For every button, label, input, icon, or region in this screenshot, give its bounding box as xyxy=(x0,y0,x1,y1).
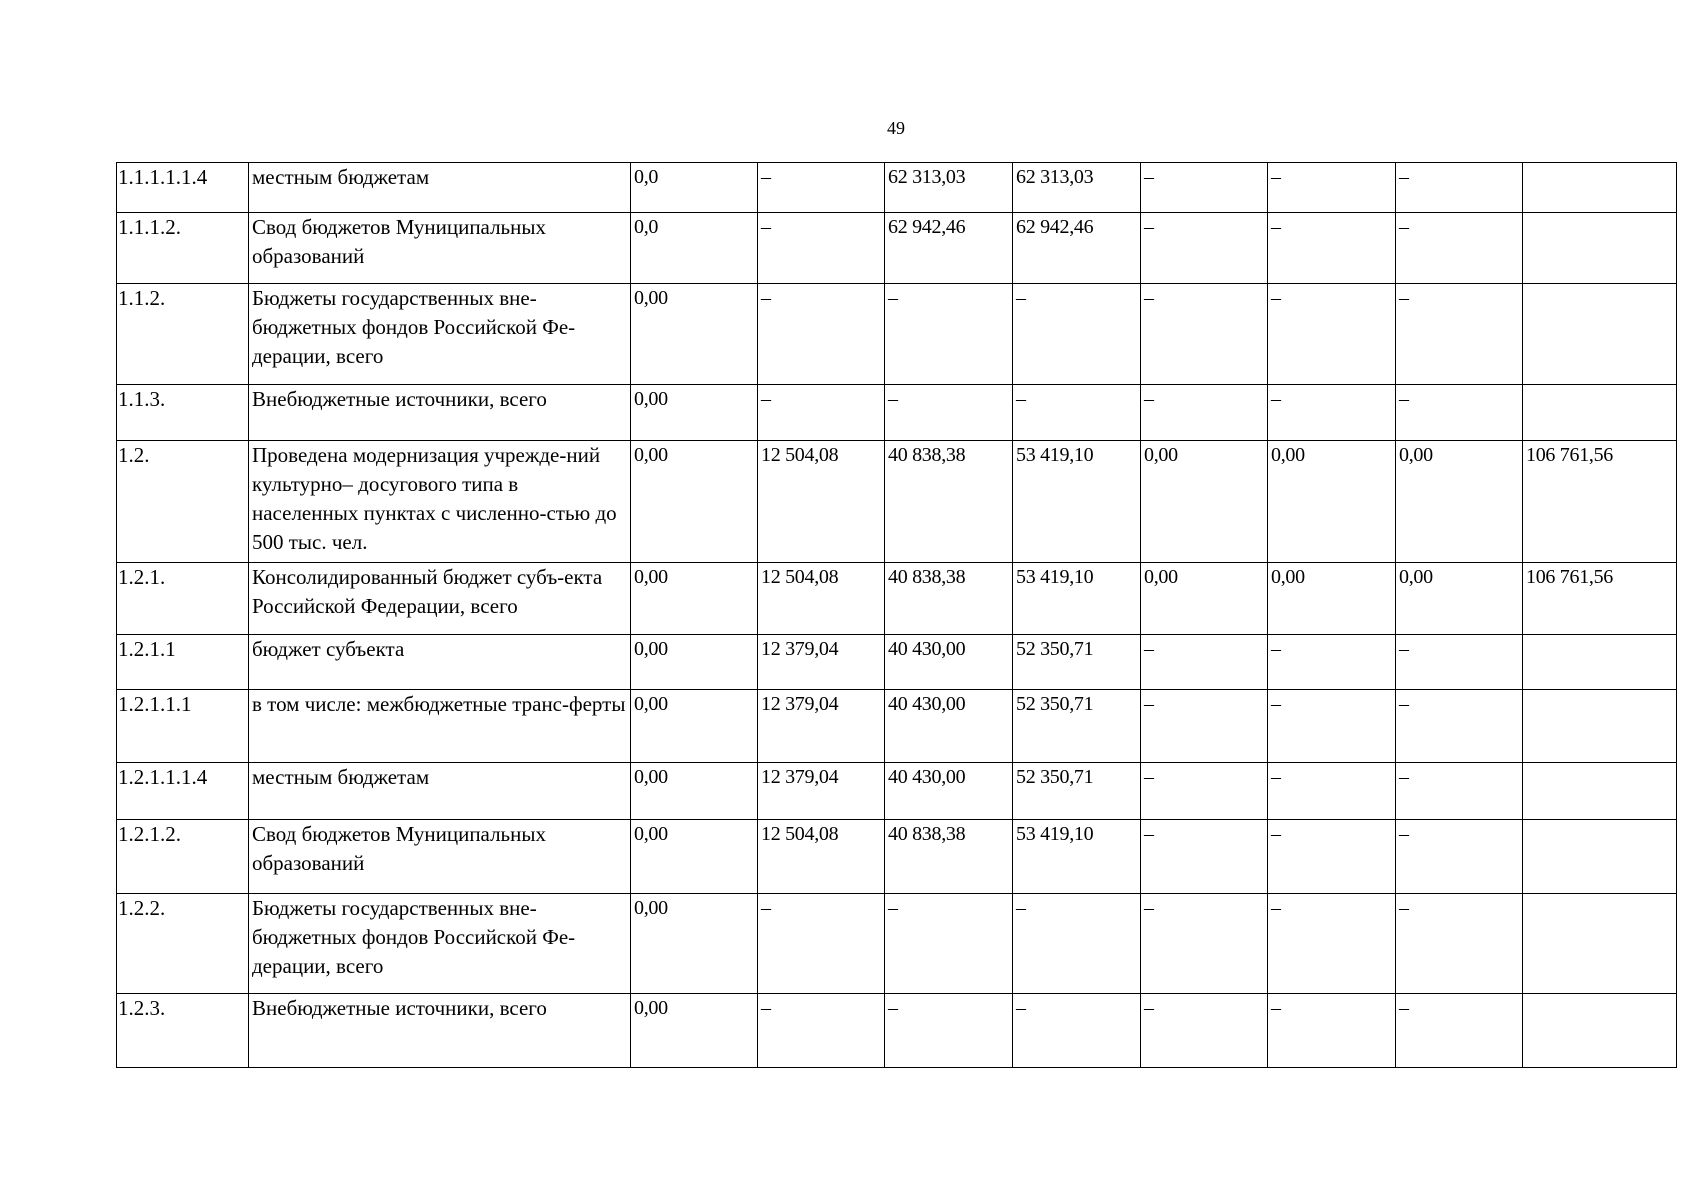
table-row xyxy=(117,635,1677,690)
value-cell: – xyxy=(1268,635,1396,690)
value-cell: – xyxy=(1141,894,1268,994)
value-cell: 0,00 xyxy=(631,994,758,1068)
value-cell: 40 430,00 xyxy=(885,690,1013,763)
budget-table xyxy=(116,162,1677,1068)
value-cell: 0,0 xyxy=(631,213,758,284)
value-cell xyxy=(1523,163,1677,213)
value-cell: – xyxy=(758,163,885,213)
value-cell: – xyxy=(885,284,1013,385)
value-cell xyxy=(1523,635,1677,690)
row-name-cell: Внебюджетные источники, всего xyxy=(249,994,631,1068)
table-row xyxy=(117,441,1677,563)
value-cell: – xyxy=(1141,385,1268,441)
value-cell: 53 419,10 xyxy=(1013,441,1141,563)
value-cell: 12 379,04 xyxy=(758,690,885,763)
row-name-cell: Внебюджетные источники, всего xyxy=(249,385,631,441)
table-row xyxy=(117,213,1677,284)
value-cell: – xyxy=(1141,635,1268,690)
table-body xyxy=(117,163,1677,1068)
page-number: 49 xyxy=(887,118,905,138)
value-cell: – xyxy=(885,894,1013,994)
value-cell: 52 350,71 xyxy=(1013,635,1141,690)
value-cell: 53 419,10 xyxy=(1013,563,1141,635)
value-cell: 62 942,46 xyxy=(1013,213,1141,284)
row-name-cell: Консолидированный бюджет субъ-екта Российской Федерации, всего xyxy=(249,563,631,635)
value-cell: – xyxy=(758,385,885,441)
row-code-cell: 1.1.1.2. xyxy=(117,213,249,284)
value-cell: – xyxy=(1141,994,1268,1068)
value-cell: – xyxy=(1396,894,1523,994)
value-cell: – xyxy=(1396,635,1523,690)
row-code-cell: 1.1.1.1.1.4 xyxy=(117,163,249,213)
value-cell: 0,00 xyxy=(1396,563,1523,635)
value-cell: 40 838,38 xyxy=(885,820,1013,894)
value-cell: 52 350,71 xyxy=(1013,763,1141,820)
value-cell: 0,00 xyxy=(631,284,758,385)
value-cell xyxy=(1523,820,1677,894)
value-cell: – xyxy=(1268,163,1396,213)
value-cell: 52 350,71 xyxy=(1013,690,1141,763)
row-code-cell: 1.2.1. xyxy=(117,563,249,635)
value-cell: 53 419,10 xyxy=(1013,820,1141,894)
row-name-cell: в том числе: межбюджетные транс-ферты xyxy=(249,690,631,763)
row-code-cell: 1.1.3. xyxy=(117,385,249,441)
value-cell: – xyxy=(1268,284,1396,385)
value-cell: – xyxy=(1396,690,1523,763)
value-cell: – xyxy=(1013,385,1141,441)
value-cell: 40 430,00 xyxy=(885,763,1013,820)
value-cell: – xyxy=(1396,385,1523,441)
value-cell: – xyxy=(1268,894,1396,994)
value-cell: 12 504,08 xyxy=(758,820,885,894)
value-cell: 12 379,04 xyxy=(758,635,885,690)
table-row xyxy=(117,820,1677,894)
value-cell: 0,00 xyxy=(1141,563,1268,635)
value-cell xyxy=(1523,385,1677,441)
value-cell: 12 504,08 xyxy=(758,441,885,563)
table-row xyxy=(117,763,1677,820)
value-cell: – xyxy=(1396,213,1523,284)
value-cell: 0,00 xyxy=(1141,441,1268,563)
value-cell: 12 379,04 xyxy=(758,763,885,820)
value-cell: – xyxy=(1141,820,1268,894)
value-cell: 106 761,56 xyxy=(1523,563,1677,635)
table-row xyxy=(117,284,1677,385)
row-name-cell: бюджет субъекта xyxy=(249,635,631,690)
value-cell: – xyxy=(1396,284,1523,385)
row-code-cell: 1.2.2. xyxy=(117,894,249,994)
value-cell: – xyxy=(758,994,885,1068)
value-cell: – xyxy=(1268,385,1396,441)
value-cell: 62 313,03 xyxy=(1013,163,1141,213)
value-cell: – xyxy=(1268,690,1396,763)
value-cell: – xyxy=(885,994,1013,1068)
value-cell: 0,00 xyxy=(631,563,758,635)
value-cell: 0,00 xyxy=(1396,441,1523,563)
table-row xyxy=(117,894,1677,994)
table-row xyxy=(117,994,1677,1068)
value-cell xyxy=(1523,894,1677,994)
value-cell: 0,00 xyxy=(631,441,758,563)
table-row xyxy=(117,385,1677,441)
value-cell: 40 430,00 xyxy=(885,635,1013,690)
value-cell xyxy=(1523,690,1677,763)
value-cell xyxy=(1523,213,1677,284)
value-cell: 40 838,38 xyxy=(885,563,1013,635)
value-cell xyxy=(1523,284,1677,385)
value-cell: – xyxy=(1268,763,1396,820)
row-code-cell: 1.2.3. xyxy=(117,994,249,1068)
value-cell xyxy=(1523,994,1677,1068)
value-cell: 62 942,46 xyxy=(885,213,1013,284)
value-cell: 0,00 xyxy=(631,763,758,820)
value-cell: 0,00 xyxy=(1268,563,1396,635)
value-cell: – xyxy=(1396,820,1523,894)
row-name-cell: Бюджеты государственных вне-бюджетных фондов Российской Фе-дерации, всего xyxy=(249,894,631,994)
table-row xyxy=(117,563,1677,635)
value-cell: – xyxy=(1013,894,1141,994)
value-cell: – xyxy=(885,385,1013,441)
value-cell: 0,00 xyxy=(631,894,758,994)
value-cell: 0,0 xyxy=(631,163,758,213)
value-cell: – xyxy=(1141,690,1268,763)
value-cell: – xyxy=(1141,284,1268,385)
value-cell: – xyxy=(758,284,885,385)
row-code-cell: 1.2.1.2. xyxy=(117,820,249,894)
value-cell: 62 313,03 xyxy=(885,163,1013,213)
value-cell: – xyxy=(1396,763,1523,820)
value-cell: 0,00 xyxy=(631,820,758,894)
row-name-cell: Свод бюджетов Муниципальных образований xyxy=(249,820,631,894)
value-cell: – xyxy=(1268,994,1396,1068)
value-cell: – xyxy=(758,213,885,284)
row-code-cell: 1.2. xyxy=(117,441,249,563)
row-name-cell: Проведена модернизация учрежде-ний культурно– досугового типа в населенных пунктах с численно-стью до 500 тыс. чел. xyxy=(249,441,631,563)
value-cell: – xyxy=(758,894,885,994)
row-code-cell: 1.2.1.1 xyxy=(117,635,249,690)
row-code-cell: 1.2.1.1.1.4 xyxy=(117,763,249,820)
row-code-cell: 1.2.1.1.1 xyxy=(117,690,249,763)
value-cell: 0,00 xyxy=(631,690,758,763)
value-cell: 106 761,56 xyxy=(1523,441,1677,563)
value-cell xyxy=(1523,763,1677,820)
value-cell: – xyxy=(1013,284,1141,385)
row-name-cell: местным бюджетам xyxy=(249,763,631,820)
value-cell: 0,00 xyxy=(631,385,758,441)
value-cell: 40 838,38 xyxy=(885,441,1013,563)
value-cell: – xyxy=(1141,763,1268,820)
value-cell: – xyxy=(1268,213,1396,284)
value-cell: – xyxy=(1141,213,1268,284)
value-cell: – xyxy=(1141,163,1268,213)
value-cell: – xyxy=(1268,820,1396,894)
value-cell: 0,00 xyxy=(631,635,758,690)
table-row xyxy=(117,163,1677,213)
row-name-cell: Бюджеты государственных вне-бюджетных фондов Российской Фе-дерации, всего xyxy=(249,284,631,385)
row-name-cell: местным бюджетам xyxy=(249,163,631,213)
table-row xyxy=(117,690,1677,763)
value-cell: 0,00 xyxy=(1268,441,1396,563)
row-name-cell: Свод бюджетов Муниципальных образований xyxy=(249,213,631,284)
row-code-cell: 1.1.2. xyxy=(117,284,249,385)
value-cell: – xyxy=(1396,994,1523,1068)
value-cell: – xyxy=(1013,994,1141,1068)
value-cell: – xyxy=(1396,163,1523,213)
value-cell: 12 504,08 xyxy=(758,563,885,635)
